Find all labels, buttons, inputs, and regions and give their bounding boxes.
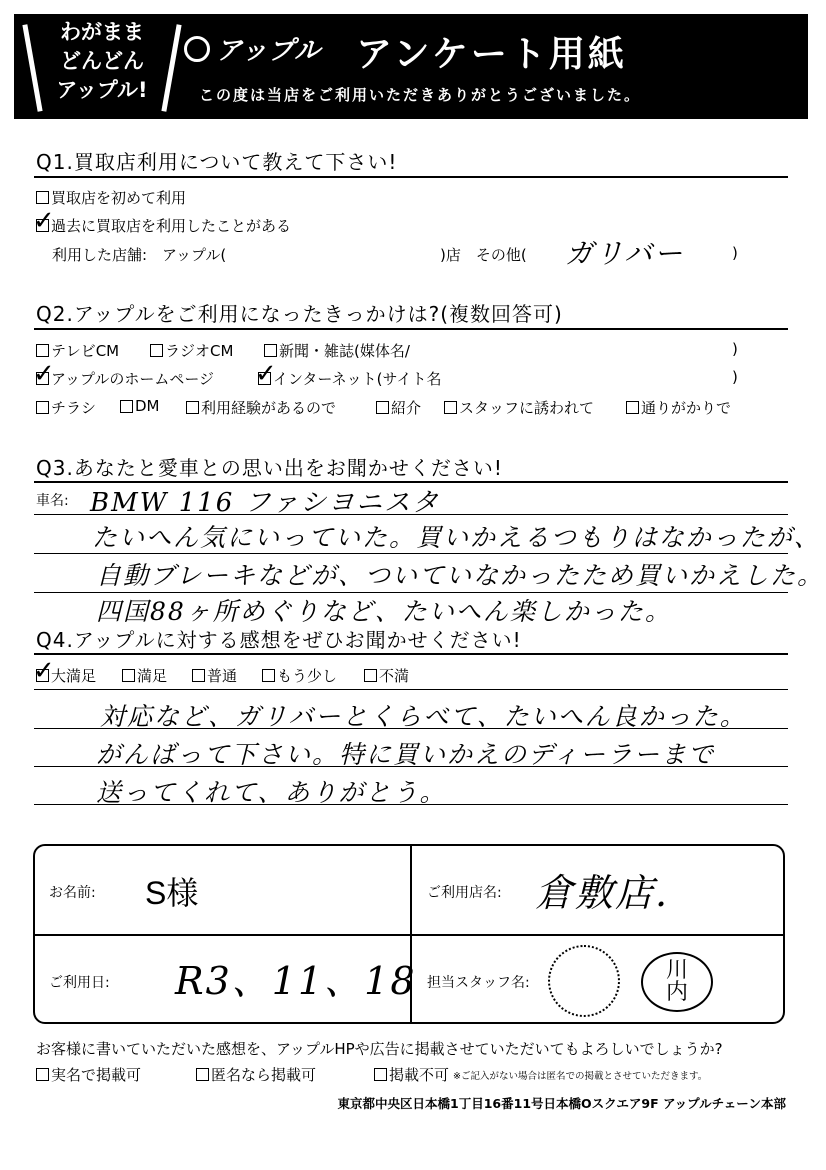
name-label: お名前: bbox=[49, 885, 96, 901]
q3-memory-line-3: 四国88ヶ所めぐりなど、たいへん楽しかった。 bbox=[96, 597, 672, 626]
option-label: ラジオCM bbox=[165, 342, 234, 360]
writing-line bbox=[34, 689, 788, 690]
publish-note: ※ご記入がない場合は匿名での掲載とさせていただきます。 bbox=[453, 1070, 708, 1082]
q1-other-store-handwritten: ガリバー bbox=[565, 237, 685, 270]
checkbox[interactable] bbox=[120, 400, 133, 413]
brand-logo bbox=[184, 30, 321, 67]
checkbox[interactable] bbox=[444, 401, 457, 414]
q3-memory-line-1: たいへん気にいっていた。買いかえるつもりはなかったが、 bbox=[92, 523, 821, 552]
option-label: 満足 bbox=[137, 667, 168, 685]
checkmark-icon: ✓ bbox=[33, 206, 55, 236]
q2-option-passing[interactable] bbox=[626, 397, 731, 418]
option-label: テレビCM bbox=[51, 342, 120, 360]
checkbox-checked[interactable] bbox=[33, 359, 55, 389]
q1-option-used-before[interactable] bbox=[33, 206, 292, 236]
q3-car-name-handwritten: BMW 116 ファシヨニスタ bbox=[90, 488, 441, 518]
q2-row1-close: ) bbox=[732, 340, 738, 358]
option-label: 利用経験があるので bbox=[201, 399, 337, 417]
checkbox[interactable] bbox=[36, 344, 49, 357]
q2-option-newspaper[interactable] bbox=[264, 340, 410, 361]
checkbox[interactable] bbox=[626, 401, 639, 414]
checkbox[interactable] bbox=[262, 669, 275, 682]
q4-comment-line-3: 送ってくれて、ありがとう。 bbox=[96, 778, 447, 807]
q4-option-very-satisfied[interactable] bbox=[33, 656, 97, 686]
option-label: もう少し bbox=[277, 667, 338, 685]
name-value: S様 bbox=[145, 875, 199, 911]
option-label: アップルのホームページ bbox=[51, 370, 215, 388]
checkmark-icon: ✓ bbox=[33, 656, 55, 686]
checkbox[interactable] bbox=[36, 401, 49, 414]
store-value-handwritten: 倉敷店. bbox=[535, 871, 670, 915]
writing-line bbox=[34, 804, 788, 805]
q3-title: Q3.あなたと愛車との思い出をお聞かせください! bbox=[36, 456, 503, 480]
q2-title: Q2.アップルをご利用になったきっかけは?(複数回答可) bbox=[36, 302, 563, 326]
q2-divider bbox=[34, 328, 788, 330]
option-label: 匿名なら掲載可 bbox=[211, 1066, 317, 1084]
q2-option-homepage[interactable] bbox=[33, 359, 215, 389]
checkbox[interactable] bbox=[186, 401, 199, 414]
q4-option-so-so[interactable] bbox=[262, 665, 337, 686]
checkbox[interactable] bbox=[36, 191, 49, 204]
q4-option-satisfied[interactable] bbox=[122, 665, 167, 686]
q2-row2-close: ) bbox=[732, 368, 738, 386]
option-label: 通りがかりで bbox=[641, 399, 732, 417]
q2-option-dm[interactable] bbox=[120, 397, 160, 415]
checkmark-icon: ✓ bbox=[255, 359, 277, 389]
option-label: チラシ bbox=[51, 399, 97, 417]
q4-title: Q4.アップルに対する感想をぜひお聞かせください! bbox=[36, 628, 522, 652]
q2-option-referral[interactable] bbox=[376, 397, 421, 418]
q4-comment-line-1: 対応など、ガリバーとくらべて、たいへん良かった。 bbox=[100, 702, 747, 731]
page-title: アンケート用紙 bbox=[356, 34, 627, 75]
option-label: 普通 bbox=[207, 667, 238, 685]
q2-option-flyer[interactable] bbox=[36, 397, 96, 418]
checkbox-checked[interactable] bbox=[33, 656, 55, 686]
page-subtitle: この度は当店をご利用いただきありがとうございました。 bbox=[199, 86, 642, 104]
q3-car-label: 車名: bbox=[36, 493, 69, 509]
staff-stamp-text: 川内 bbox=[665, 958, 688, 1005]
q1-option-first-time[interactable] bbox=[36, 187, 186, 208]
customer-info-box bbox=[33, 844, 785, 1024]
info-row-divider bbox=[35, 934, 783, 936]
tagline-line-3: アップル! bbox=[56, 78, 148, 102]
q2-option-staff[interactable] bbox=[444, 397, 594, 418]
writing-line bbox=[34, 514, 788, 515]
option-label: 不満 bbox=[379, 667, 410, 685]
option-label: インターネット(サイト名 bbox=[273, 370, 442, 388]
option-label: 掲載不可 bbox=[389, 1066, 450, 1084]
q2-option-tv[interactable] bbox=[36, 340, 119, 361]
q4-divider bbox=[34, 653, 788, 655]
tagline bbox=[36, 18, 168, 116]
checkbox[interactable] bbox=[122, 669, 135, 682]
publish-permission-question: お客様に書いていただいた感想を、アップルHPや広告に掲載させていただいてもよろしいでしょうか? bbox=[36, 1040, 723, 1058]
checkbox[interactable] bbox=[196, 1068, 209, 1081]
survey-header bbox=[14, 14, 808, 119]
checkbox[interactable] bbox=[192, 669, 205, 682]
writing-line bbox=[34, 553, 788, 554]
q1-store-close: ) bbox=[732, 244, 738, 262]
checkbox-checked[interactable] bbox=[255, 359, 277, 389]
writing-line bbox=[34, 728, 788, 729]
q3-memory-line-2: 自動ブレーキなどが、ついていなかったため買いかえした。 bbox=[96, 561, 825, 590]
option-label: DM bbox=[135, 397, 160, 415]
brand-name: アップル bbox=[216, 36, 322, 66]
q1-divider bbox=[34, 176, 788, 178]
store-label: ご利用店名: bbox=[427, 885, 502, 901]
q1-store-suffix: )店 その他( bbox=[440, 246, 527, 264]
option-label: 新聞・雑誌(媒体名/ bbox=[279, 342, 410, 360]
publish-option-not-allowed[interactable] bbox=[374, 1064, 707, 1085]
q1-store-prefix: 利用した店舗: アップル( bbox=[52, 246, 227, 264]
q2-option-radio[interactable] bbox=[150, 340, 233, 361]
apple-logo-icon bbox=[184, 36, 210, 62]
option-label: 実名で掲載可 bbox=[51, 1066, 142, 1084]
q4-option-dissatisfied[interactable] bbox=[364, 665, 409, 686]
tagline-line-2: どんどん bbox=[60, 49, 144, 73]
checkbox[interactable] bbox=[36, 1068, 49, 1081]
empty-stamp-circle bbox=[548, 945, 620, 1017]
headquarters-address: 東京都中央区日本橋1丁目16番11号日本橋Oスクエア9F アップルチェーン本部 bbox=[337, 1096, 786, 1111]
date-label: ご利用日: bbox=[49, 975, 110, 991]
checkbox[interactable] bbox=[264, 344, 277, 357]
publish-option-anonymous[interactable] bbox=[196, 1064, 316, 1085]
option-label: 紹介 bbox=[391, 399, 422, 417]
checkbox-checked[interactable] bbox=[33, 206, 55, 236]
checkbox[interactable] bbox=[376, 401, 389, 414]
q4-comment-line-2: がんばって下さい。特に買いかえのディーラーまで bbox=[96, 740, 716, 769]
checkbox[interactable] bbox=[374, 1068, 387, 1081]
option-label: 過去に買取店を利用したことがある bbox=[51, 217, 292, 235]
option-label: 買取店を初めて利用 bbox=[51, 189, 187, 207]
q4-option-normal[interactable] bbox=[192, 665, 237, 686]
staff-label: 担当スタッフ名: bbox=[427, 975, 530, 991]
q1-title: Q1.買取店利用について教えて下さい! bbox=[36, 150, 398, 174]
checkmark-icon: ✓ bbox=[33, 359, 55, 389]
date-value-handwritten: R3、11、18 bbox=[175, 959, 417, 1003]
writing-line bbox=[34, 766, 788, 767]
tagline-line-1: わがまま bbox=[60, 20, 144, 44]
publish-option-real-name[interactable] bbox=[36, 1064, 141, 1085]
checkbox[interactable] bbox=[364, 669, 377, 682]
staff-stamp bbox=[641, 952, 713, 1012]
option-label: 大満足 bbox=[51, 667, 97, 685]
checkbox[interactable] bbox=[150, 344, 163, 357]
q2-option-experience[interactable] bbox=[186, 397, 336, 418]
q2-option-internet[interactable] bbox=[255, 359, 442, 389]
option-label: スタッフに誘われて bbox=[459, 399, 595, 417]
